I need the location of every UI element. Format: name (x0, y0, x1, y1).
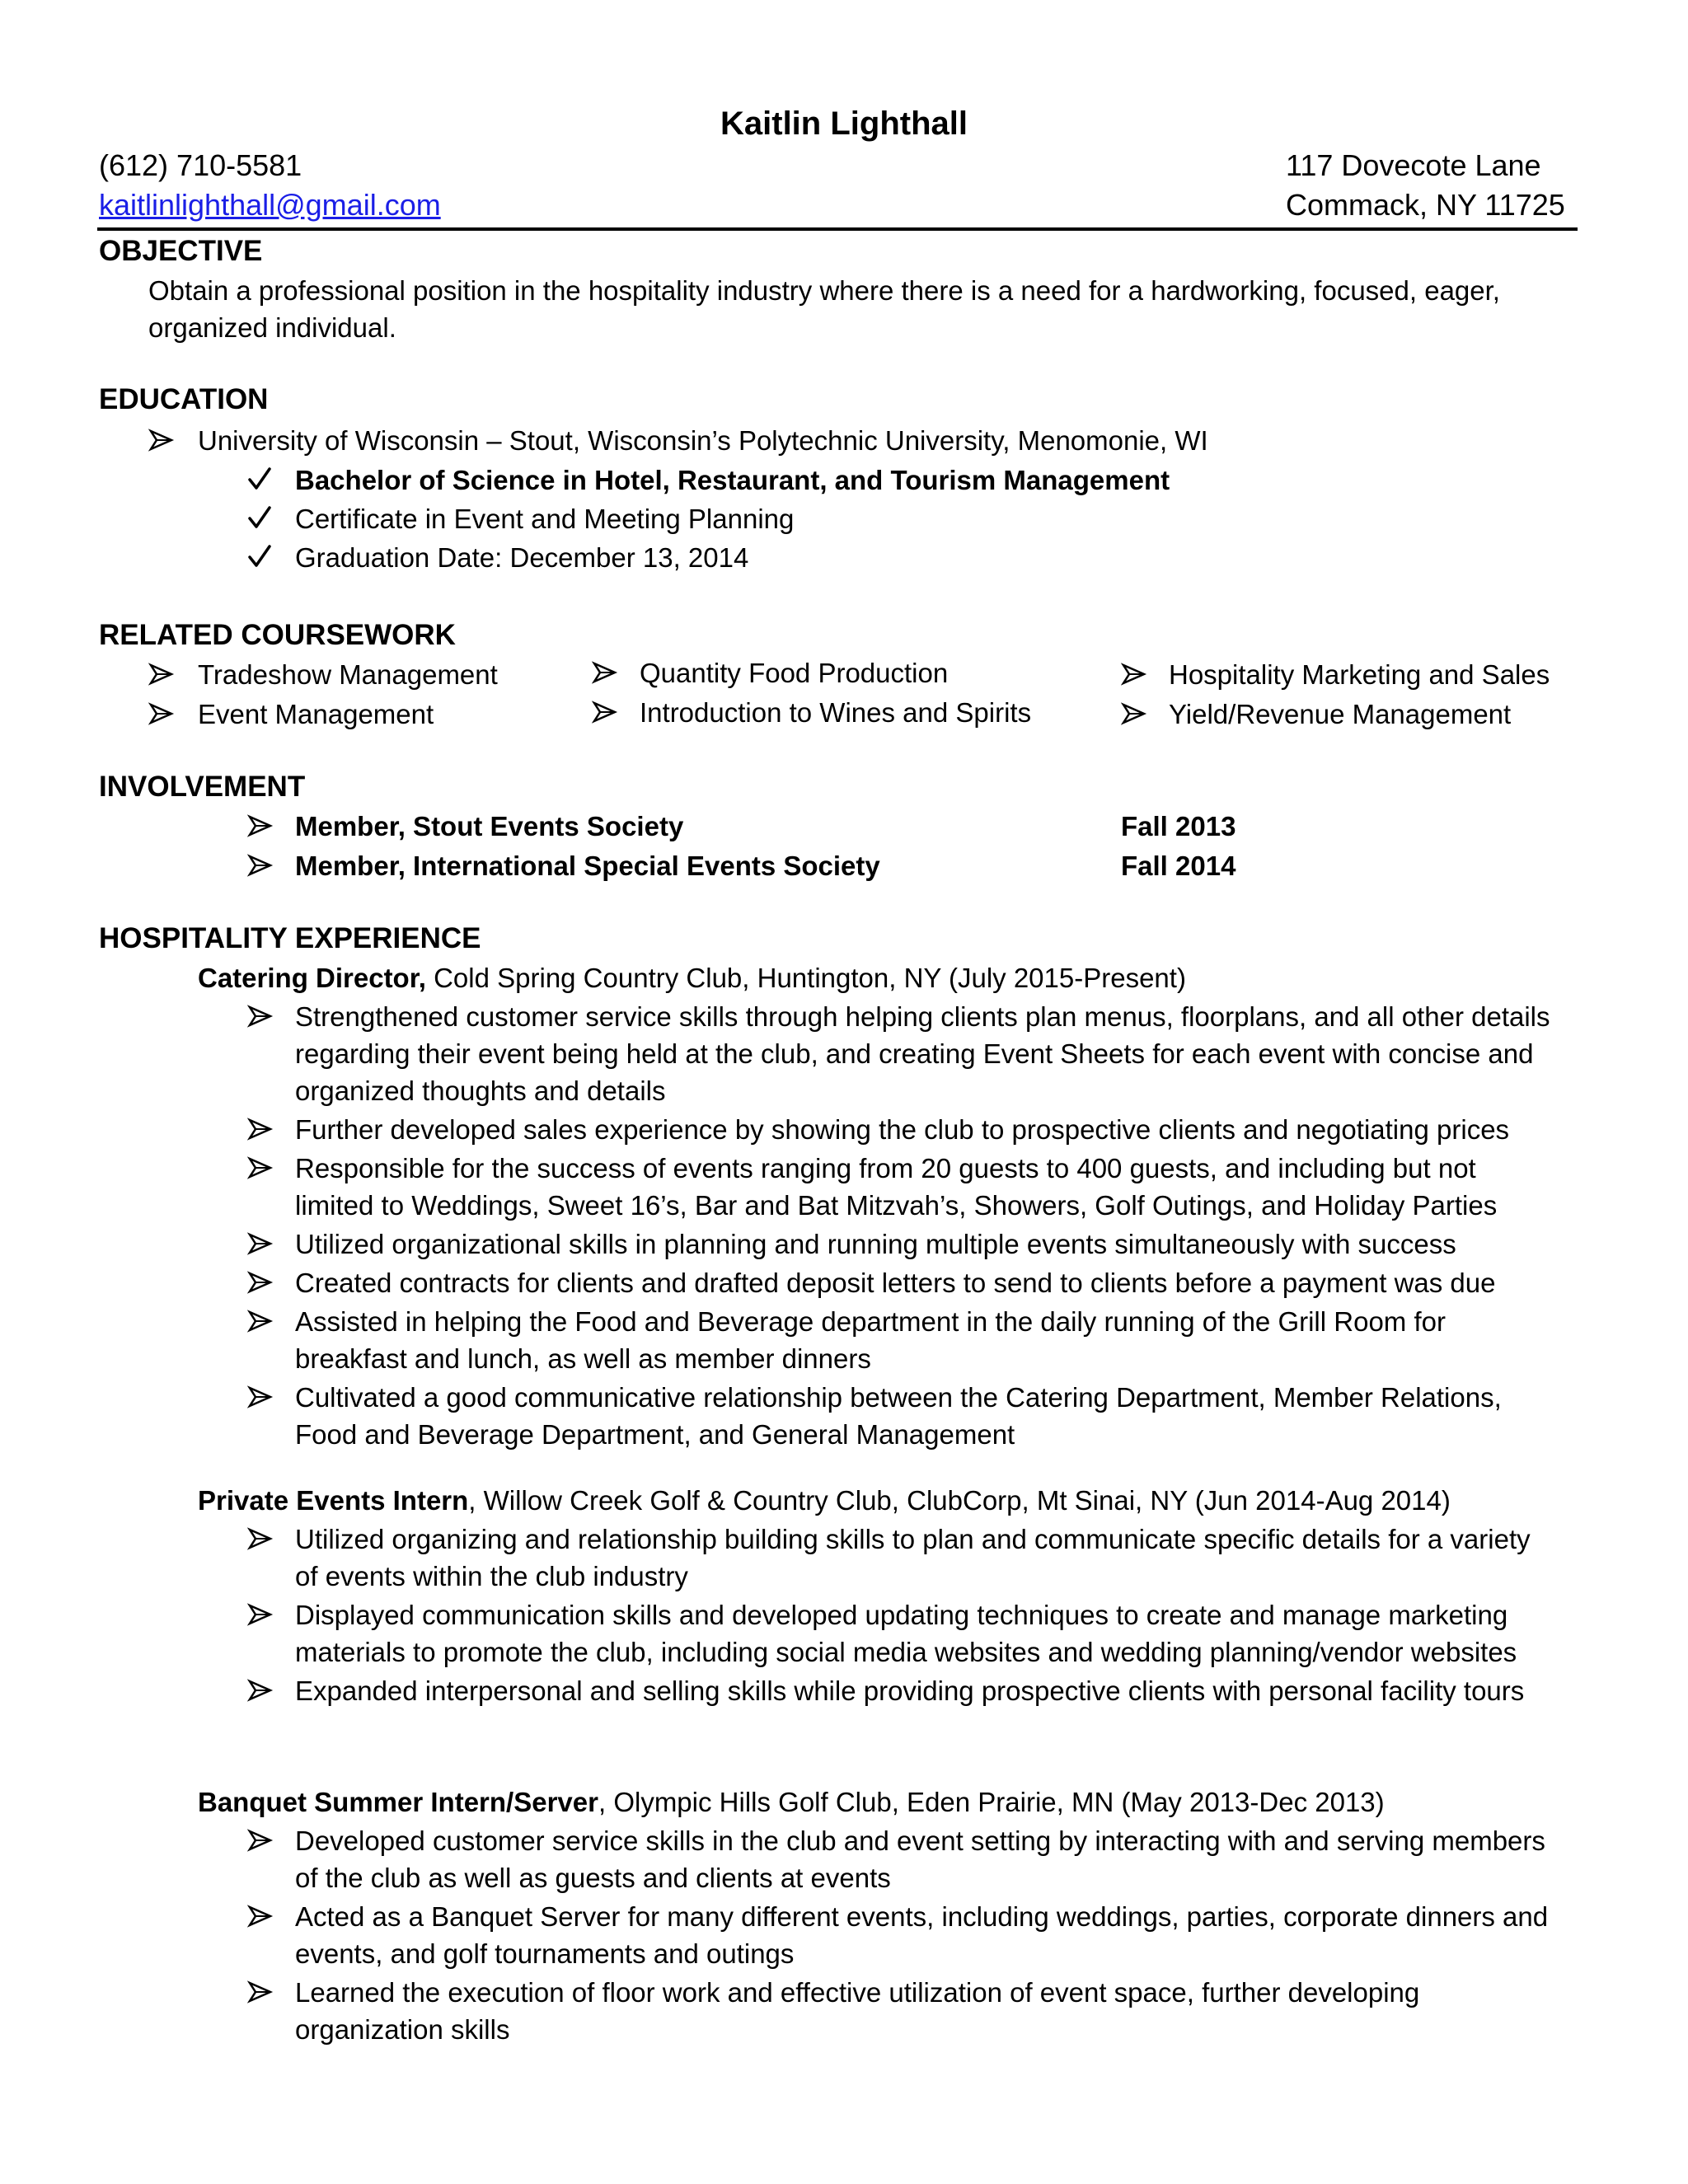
arrow-bullet-icon (247, 1672, 274, 1709)
experience-bullet-text: Expanded interpersonal and selling skills while providing prospective clients with personal facility tours (295, 1675, 1525, 1706)
resume-name: Kaitlin Lighthall (720, 105, 968, 142)
experience-bullet-text: limited to Weddings, Sweet 16’s, Bar and Bat Mitzvah’s, Showers, Golf Outings, and Holiday Parties (295, 1190, 1498, 1221)
experience-bullet-text: regarding their event being held at the club, and creating Event Sheets for each event with concise and (295, 1038, 1534, 1069)
involvement-heading: INVOLVEMENT (99, 771, 306, 803)
arrow-bullet-icon (247, 1226, 274, 1263)
experience-bullet-text: Learned the execution of floor work and effective utilization of event space, further developing (295, 1977, 1420, 2008)
job-heading (198, 959, 1186, 996)
objective-heading: OBJECTIVE (99, 235, 263, 267)
arrow-bullet-icon (148, 422, 175, 459)
education-school: University of Wisconsin – Stout, Wisconsin’s Polytechnic University, Menomonie, WI (198, 425, 1208, 456)
experience-bullet-text: of events within the club industry (295, 1561, 688, 1591)
experience-bullet-text: Utilized organizational skills in planning and running multiple events simultaneously with success (295, 1229, 1456, 1259)
checkmark-bullet-icon (247, 500, 272, 537)
experience-bullet-text: Acted as a Banquet Server for many different events, including weddings, parties, corporate dinners and (295, 1901, 1549, 1932)
experience-bullet-text: Responsible for the success of events ranging from 20 guests to 400 guests, and including but not (295, 1153, 1476, 1183)
coursework-item: Hospitality Marketing and Sales (1169, 659, 1550, 690)
phone-number: (612) 710-5581 (99, 148, 302, 182)
job-title: Banquet Summer Intern/Server (198, 1787, 598, 1817)
arrow-bullet-icon (148, 656, 175, 693)
arrow-bullet-icon (247, 808, 274, 845)
arrow-bullet-icon (592, 694, 618, 731)
job-details: , Olympic Hills Golf Club, Eden Prairie, MN (May 2013-Dec 2013) (598, 1787, 1385, 1817)
job-heading (198, 1482, 1451, 1519)
checkmark-bullet-icon (247, 462, 272, 499)
coursework-heading: RELATED COURSEWORK (99, 619, 456, 651)
experience-heading: HOSPITALITY EXPERIENCE (99, 922, 481, 954)
arrow-bullet-icon (247, 1264, 274, 1301)
experience-bullet-text: Displayed communication skills and developed updating techniques to create and manage marketing (295, 1600, 1508, 1630)
education-item: Graduation Date: December 13, 2014 (295, 542, 749, 573)
experience-bullet-text: breakfast and lunch, as well as member dinners (295, 1343, 871, 1374)
education-heading: EDUCATION (99, 383, 269, 415)
experience-bullet-text: events, and golf tournaments and outings (295, 1938, 795, 1969)
experience-bullet-text: materials to promote the club, including social media websites and wedding planning/vendor websites (295, 1637, 1517, 1667)
job-details: , Willow Creek Golf & Country Club, ClubCorp, Mt Sinai, NY (Jun 2014-Aug 2014) (468, 1485, 1451, 1516)
arrow-bullet-icon (247, 1974, 274, 2011)
arrow-bullet-icon (247, 998, 274, 1035)
arrow-bullet-icon (247, 1596, 274, 1633)
experience-bullet-text: Utilized organizing and relationship building skills to plan and communicate specific details for a variety (295, 1524, 1531, 1554)
coursework-item: Event Management (198, 699, 434, 729)
checkmark-bullet-icon (247, 539, 272, 576)
coursework-item: Quantity Food Production (640, 658, 949, 688)
experience-bullet-text: Assisted in helping the Food and Beverage department in the daily running of the Grill Room for (295, 1306, 1446, 1337)
involvement-date: Fall 2014 (1121, 851, 1236, 881)
coursework-item: Introduction to Wines and Spirits (640, 697, 1032, 728)
experience-bullet-text: organization skills (295, 2014, 510, 2045)
coursework-item: Tradeshow Management (198, 659, 498, 690)
involvement-role: Member, Stout Events Society (295, 811, 684, 841)
job-heading (198, 1783, 1385, 1821)
arrow-bullet-icon (247, 1111, 274, 1148)
experience-bullet-text: Created contracts for clients and drafted deposit letters to send to clients before a payment was due (295, 1268, 1496, 1298)
education-item: Bachelor of Science in Hotel, Restaurant, and Tourism Management (295, 465, 1170, 495)
address-line-1: 117 Dovecote Lane (1286, 148, 1541, 182)
experience-bullet-text: Further developed sales experience by showing the club to prospective clients and negotiating prices (295, 1114, 1510, 1145)
contact-right (1286, 146, 1565, 225)
job-details: Cold Spring Country Club, Huntington, NY (July 2015-Present) (425, 963, 1186, 993)
arrow-bullet-icon (247, 847, 274, 884)
arrow-bullet-icon (247, 1822, 274, 1859)
arrow-bullet-icon (1121, 696, 1147, 733)
objective-text-line-1: Obtain a professional position in the hospitality industry where there is a need for a hardworking, focused, eager, (148, 275, 1500, 306)
address-line-2: Commack, NY 11725 (1286, 188, 1565, 222)
email-link[interactable]: kaitlinlighthall@gmail.com (99, 188, 441, 222)
arrow-bullet-icon (247, 1898, 274, 1935)
arrow-bullet-icon (247, 1150, 274, 1187)
header-divider (97, 227, 1578, 231)
experience-bullet-text: of the club as well as guests and clients at events (295, 1863, 891, 1893)
arrow-bullet-icon (247, 1303, 274, 1340)
contact-left (99, 146, 441, 225)
job-title: Private Events Intern (198, 1485, 469, 1516)
arrow-bullet-icon (247, 1379, 274, 1416)
experience-bullet-text: Cultivated a good communicative relationship between the Catering Department, Member Relations, (295, 1382, 1502, 1413)
experience-bullet-text: Developed customer service skills in the club and event setting by interacting with and serving members (295, 1825, 1545, 1856)
education-item: Certificate in Event and Meeting Planning (295, 504, 795, 534)
arrow-bullet-icon (592, 654, 618, 691)
involvement-role: Member, International Special Events Society (295, 851, 880, 881)
arrow-bullet-icon (247, 1521, 274, 1558)
arrow-bullet-icon (148, 696, 175, 733)
coursework-item: Yield/Revenue Management (1169, 699, 1512, 729)
experience-bullet-text: organized thoughts and details (295, 1076, 666, 1106)
job-title: Catering Director, (198, 963, 426, 993)
experience-bullet-text: Strengthened customer service skills through helping clients plan menus, floorplans, and all other details (295, 1001, 1550, 1032)
involvement-date: Fall 2013 (1121, 811, 1236, 841)
experience-bullet-text: Food and Beverage Department, and General Management (295, 1419, 1015, 1450)
objective-text-line-2: organized individual. (148, 312, 396, 343)
arrow-bullet-icon (1121, 656, 1147, 693)
